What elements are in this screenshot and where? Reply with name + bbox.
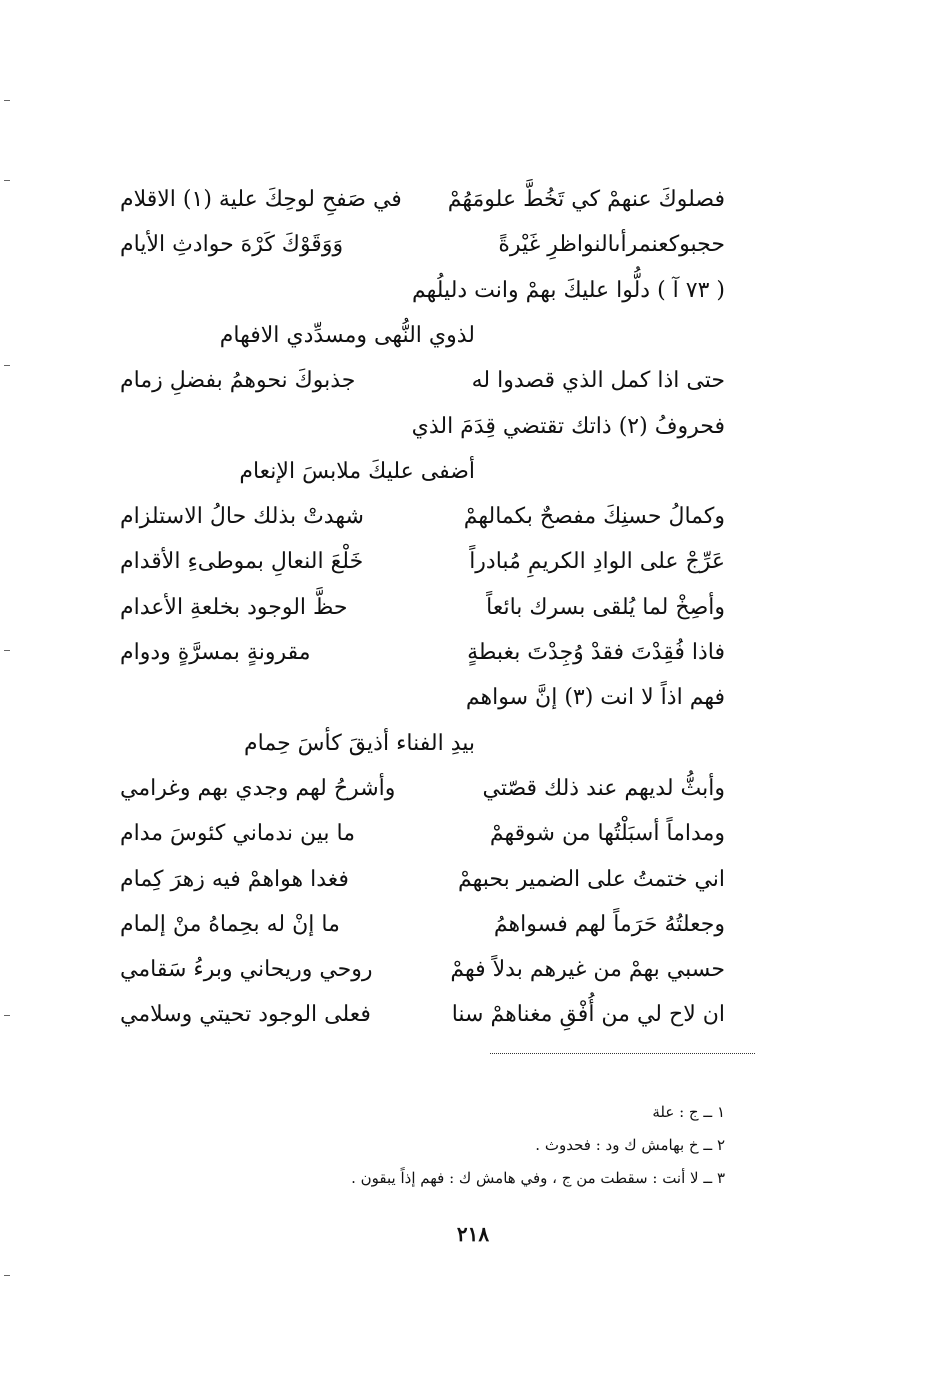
- verse-first-half: فحروفُ (٢) ذاتك تقتضي قِدَمَ الذي: [411, 414, 725, 439]
- scan-mark: [4, 365, 10, 366]
- verse-first-half: وأصِخْ لما يُلقى بسرك بائعاً: [486, 595, 725, 620]
- verse-line: [120, 586, 725, 630]
- verse-first-half: فاذا فُقِدْتَ فقدْ وُجِدْتَ بغبطةٍ: [467, 640, 725, 665]
- verse-second-half: جذبوكَ نحوهمُ بفضلِ زمام: [120, 368, 356, 393]
- verse-second-half: أضفى عليكَ ملابسَ الإنعام: [239, 459, 475, 484]
- verse-first-half: ( ٧٣ آ ) دلُّوا عليكَ بهمْ وانت دليلُهم: [411, 278, 725, 303]
- verse-second-half: ما إنْ له بحِماهُ منْ إلمام: [120, 912, 340, 937]
- verse-second-half: روحي وريحاني وبرءُ سَقامي: [120, 957, 373, 982]
- verse-second-half: بيدِ الفناء أذيقَ كأسَ حِمام: [244, 731, 475, 756]
- verse-line: [120, 314, 725, 358]
- verse-second-half: لذوي النُّهى ومسدِّدي الافهام: [219, 323, 475, 348]
- verse-line: [120, 993, 725, 1037]
- verse-second-half: فعلى الوجود تحيتي وسلامي: [120, 1002, 371, 1027]
- footnote: ٢ ــ خ بهامش ك ود : فحدوث .: [535, 1136, 725, 1154]
- verse-first-half: وأبثُّ لديهم عند ذلك قصّتي: [482, 776, 725, 801]
- verse-first-half: ان لاح لي من أُفْقِ مغناهمْ سنا: [451, 1002, 725, 1027]
- footnote-divider: [490, 1053, 755, 1054]
- verse-first-half: فهم اذاً لا انت (٣) إنَّ سواهم: [465, 685, 725, 710]
- verse-first-half: ومداماً أسبَلْتُها من شوقهمْ: [489, 821, 725, 846]
- verse-line: [120, 269, 725, 313]
- verse-line: [120, 540, 725, 584]
- verse-line: [120, 223, 725, 267]
- verse-second-half: وأشرحُ لهم وجدي بهم وغرامي: [120, 776, 396, 801]
- verse-line: [120, 495, 725, 539]
- verse-first-half: حتى اذا كمل الذي قصدوا له: [471, 368, 725, 393]
- verse-second-half: حظَّ الوجود بخلعةِ الأعدام: [120, 595, 348, 620]
- verse-second-half: شهدتْ بذلك حالُ الاستلزام: [120, 504, 364, 529]
- verse-first-half: وجعلتُهُ حَرَماً لهم فسواهمُ: [493, 912, 725, 937]
- verse-first-half: عَرِّجْ على الوادِ الكريمِ مُبادراً: [469, 549, 725, 574]
- verse-line: [120, 405, 725, 449]
- scan-mark: [4, 180, 10, 181]
- verse-line: [120, 812, 725, 856]
- verse-line: [120, 676, 725, 720]
- verse-line: [120, 178, 725, 222]
- verse-line: [120, 903, 725, 947]
- verse-second-half: فغدا هواهمْ فيه زهرَ كِمام: [120, 867, 349, 892]
- verse-line: [120, 948, 725, 992]
- verse-second-half: وَوَقَوْكَ كَرْهَ حوادثِ الأيام: [120, 232, 344, 257]
- verse-line: [120, 450, 725, 494]
- verse-first-half: حجبوكعنمرأىالنواظرِ غَيْرةً: [498, 232, 725, 257]
- verse-second-half: مقرونةٍ بمسرَّةٍ ودوام: [120, 640, 311, 665]
- scan-mark: [4, 1015, 10, 1016]
- verse-first-half: اني ختمتُ على الضمير بحبهمْ: [458, 867, 725, 892]
- scan-mark: [4, 1275, 10, 1276]
- verse-line: [120, 631, 725, 675]
- footnotes: [250, 1096, 725, 1195]
- verse-line: [120, 359, 725, 403]
- verse-second-half: ما بين ندماني كئوسَ مدام: [120, 821, 355, 846]
- verse-second-half: في صَفحِ لوحِكَ علية (١) الاقلام: [120, 187, 402, 212]
- verse-line: [120, 767, 725, 811]
- verse-line: [120, 722, 725, 766]
- verse-line: [120, 858, 725, 902]
- verse-first-half: حسبي بهمْ من غيرهم بدلاً فهمْ: [450, 957, 725, 982]
- verse-first-half: فصلوكَ عنهمْ كي تَخُطَّ علومَهُمْ: [447, 187, 725, 212]
- footnote: ١ ــ ج : علة: [652, 1103, 725, 1121]
- page-number: ٢١٨: [456, 1222, 490, 1246]
- verse-second-half: خَلْعَ النعالِ بموطىءِ الأقدام: [120, 549, 364, 574]
- footnote: ٣ ــ لا أنت : سقطت من ج ، وفي هامش ك : فهم إذاً يبقون .: [351, 1169, 725, 1187]
- scan-mark: [4, 100, 10, 101]
- verse-first-half: وكمالُ حسنِكَ مفصحٌ بكمالهمْ: [463, 504, 725, 529]
- scan-mark: [4, 650, 10, 651]
